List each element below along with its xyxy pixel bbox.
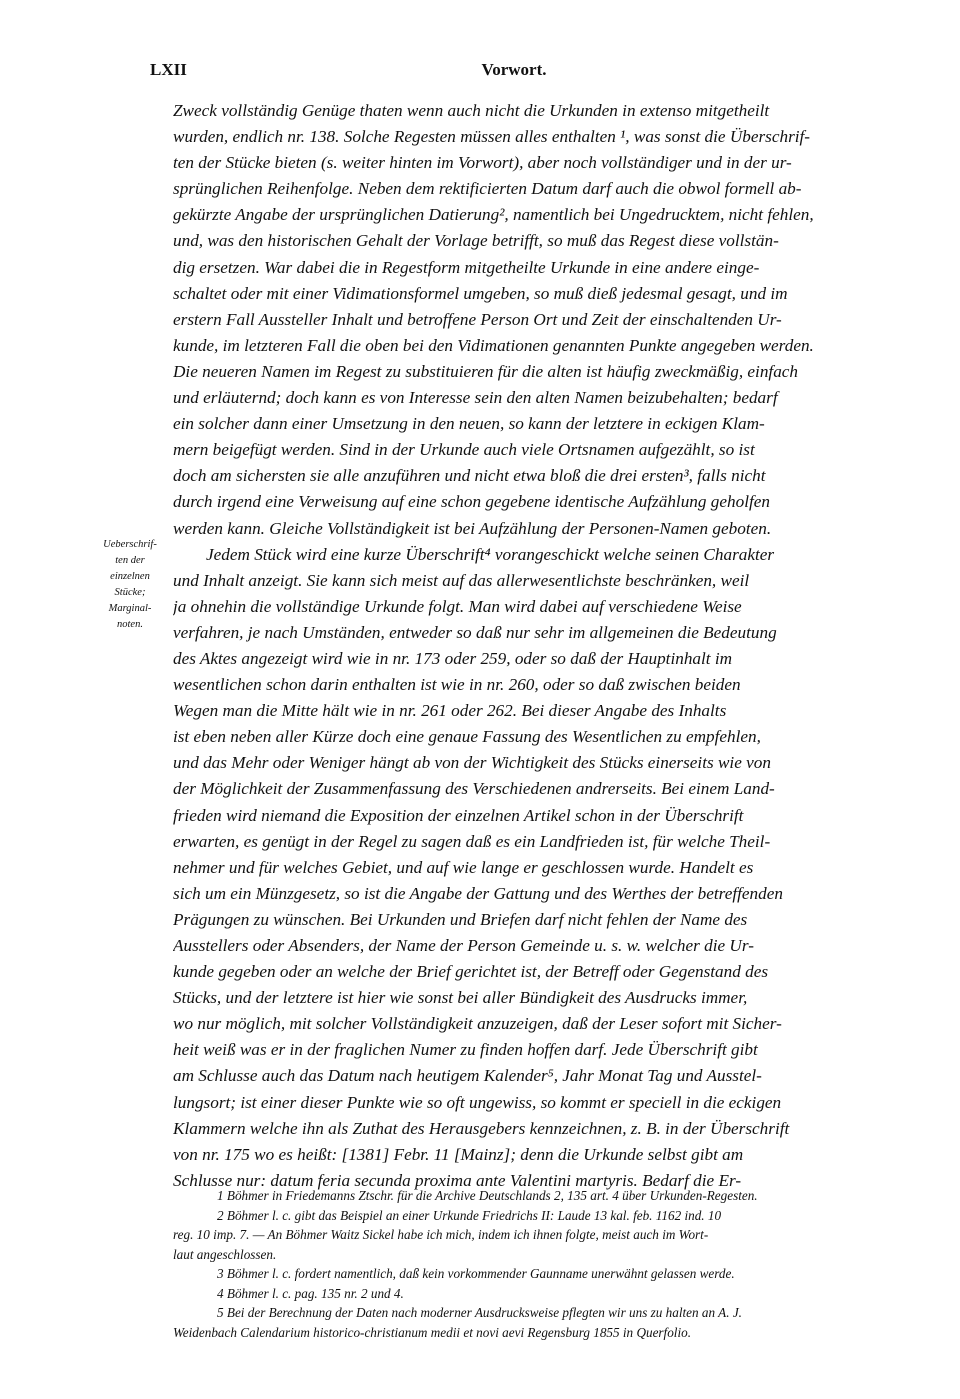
footnote-line: 3 Böhmer l. c. fordert namentlich, daß kein vorkommender Gaunname unerwähnt gelassen werde. <box>217 1266 735 1281</box>
body-line: ist eben neben aller Kürze doch eine genaue Fassung des Wesentlichen zu empfehlen, <box>173 727 761 747</box>
page-header <box>150 60 878 84</box>
margin-note-line: Marginal- <box>108 603 152 614</box>
body-line: verfahren, je nach Umständen, entweder so daß nur sehr im allgemeinen die Bedeutung <box>173 622 777 642</box>
body-line: ein solcher dann einer Umsetzung in den neuen, so kann der letztere in eckigen Klam- <box>173 414 765 434</box>
body-line: des Aktes angezeigt wird wie in nr. 173 oder 259, oder so daß der Hauptinhalt im <box>173 648 733 668</box>
body-line: und Inhalt anzeigt. Sie kann sich meist auf das allerwesentlichste beschränken, weil <box>173 570 750 590</box>
footnote-line: Weidenbach Calendarium historico-christianum medii et novi aevi Regensburg 1855 in Querfolio. <box>173 1324 692 1340</box>
body-line: kunde gegeben oder an welche der Brief gerichtet ist, der Betreff oder Gegenstand des <box>173 962 769 982</box>
margin-note-line: einzelnen <box>110 571 150 582</box>
body-line: Stücks, und der letztere ist hier wie sonst bei aller Bündigkeit des Ausdrucks immer, <box>173 988 748 1008</box>
body-line: und erläuternd; doch kann es von Interesse sein den alten Namen beizubehalten; bedarf <box>173 388 778 408</box>
body-line: sich um ein Münzgesetz, so ist die Angabe der Gattung und des Werthes der betreffenden <box>173 883 783 903</box>
body-line: und das Mehr oder Weniger hängt ab von der Wichtigkeit des Stücks einerseits wie von <box>173 753 771 773</box>
body-line: doch am sichersten sie alle anzuführen und nicht etwa bloß die drei ersten³, falls nicht <box>173 466 766 486</box>
margin-note <box>94 537 166 633</box>
running-title: Vorwort. <box>481 60 547 79</box>
body-line: Wegen man die Mitte hält wie in nr. 261 oder 262. Bei dieser Angabe des Inhalts <box>173 701 727 721</box>
margin-note-line: noten. <box>117 619 143 630</box>
body-text <box>173 98 878 1194</box>
body-line: Die neueren Namen im Regest zu substituieren für die alten ist häufig zweckmäßig, einfach <box>173 361 799 381</box>
body-line: nehmer und für welches Gebiet, und auf wie lange er geschlossen wurde. Handelt es <box>173 857 754 877</box>
body-line: Zweck vollständig Genüge thaten wenn auch nicht die Urkunden in extenso mitgetheilt <box>173 101 770 120</box>
margin-note-line: Stücke; <box>114 587 146 598</box>
page-number: LXII <box>150 60 187 79</box>
body-line: Ausstellers oder Absenders, der Name der Person Gemeinde u. s. w. welcher die Ur- <box>173 936 754 955</box>
body-line: kunde, im letzteren Fall die oben bei den Vidimationen genannten Punkte angegeben werden. <box>173 335 814 355</box>
body-line: der Möglichkeit der Zusammenfassung des Verschiedenen andrerseits. Bei einem Land- <box>173 779 775 799</box>
footnote-line: 5 Bei der Berechnung der Daten nach moderner Ausdrucksweise pflegten wir uns zu halten an A. J. <box>217 1305 742 1320</box>
footnote-line: reg. 10 imp. 7. — An Böhmer Waitz Sickel habe ich mich, indem ich ihnen folgte, meist auch im Wort- <box>173 1227 709 1242</box>
body-line: Klammern welche ihn als Zuthat des Herausgebers kennzeichnen, z. B. in der Überschrift <box>173 1118 790 1138</box>
footnote-line: 1 Böhmer in Friedemanns Ztschr. für die Archive Deutschlands 2, 135 art. 4 über Urkunden-Regesten. <box>217 1188 758 1203</box>
body-line: lungsort; ist einer dieser Punkte wie so oft ungewiss, so kommt er speciell in die eckigen <box>173 1092 782 1112</box>
footnote-line: 4 Böhmer l. c. pag. 135 nr. 2 und 4. <box>217 1285 404 1301</box>
body-line: am Schlusse auch das Datum nach heutigem Kalender⁵, Jahr Monat Tag und Ausstel- <box>173 1066 762 1086</box>
body-line: dig ersetzen. War dabei die in Regestform mitgetheilte Urkunde in eine andere einge- <box>173 257 760 277</box>
body-line: wo nur möglich, mit solcher Vollständigkeit anzuzeigen, daß der Leser sofort mit Sicher- <box>173 1014 782 1034</box>
body-line: erwarten, es genügt in der Regel zu sagen daß es ein Landfrieden ist, für welche Theil- <box>173 831 771 851</box>
margin-note-line: ten der <box>115 555 145 566</box>
body-line: Schlusse nur: datum feria secunda proxima ante Valentini martyris. Bedarf die Er- <box>173 1170 742 1190</box>
body-line: frieden wird niemand die Exposition der einzelnen Artikel schon in der Überschrift <box>173 805 744 825</box>
body-line: wesentlichen schon darin enthalten ist wie in nr. 260, oder so daß zwischen beiden <box>173 675 741 695</box>
body-line: werden kann. Gleiche Vollständigkeit ist bei Aufzählung der Personen-Namen geboten. <box>173 518 772 538</box>
body-line: schaltet oder mit einer Vidimationsformel umgeben, so muß dieß jedesmal gesagt, und im <box>173 283 788 303</box>
body-line: ja ohnehin die vollständige Urkunde folgt. Man wird dabei auf verschiedene Weise <box>173 596 742 616</box>
body-line: durch irgend eine Verweisung auf eine schon gegebene identische Aufzählung geholfen <box>173 492 770 512</box>
footnote-line: laut angeschlossen. <box>173 1246 277 1262</box>
footnote-line: 2 Böhmer l. c. gibt das Beispiel an einer Urkunde Friedrichs II: Laude 13 kal. feb. 1162 ind. 10 <box>217 1207 722 1223</box>
body-line: sprünglichen Reihenfolge. Neben dem rektificierten Datum darf auch die obwol formell ab- <box>173 179 802 199</box>
body-line: Jedem Stück wird eine kurze Überschrift⁴ vorangeschickt welche seinen Charakter <box>206 544 775 564</box>
body-line: gekürzte Angabe der ursprünglichen Datierung², namentlich bei Ungedrucktem, nicht fehlen, <box>173 205 814 225</box>
margin-note-line: Ueberschrif- <box>103 539 157 550</box>
body-line: ten der Stücke bieten (s. weiter hinten im Vorwort), aber noch vollständiger und in der ur- <box>173 153 792 173</box>
body-line: wurden, endlich nr. 138. Solche Regesten müssen alles enthalten ¹, was sonst die Überschrif- <box>173 127 811 147</box>
body-line: Prägungen zu wünschen. Bei Urkunden und Briefen darf nicht fehlen der Name des <box>173 909 748 929</box>
footnotes <box>173 1186 878 1342</box>
body-line: erstern Fall Aussteller Inhalt und betroffene Person Ort und Zeit der einschaltenden Ur- <box>173 309 782 329</box>
body-line: heit weiß was er in der fraglichen Numer zu finden hoffen darf. Jede Überschrift gibt <box>173 1040 758 1060</box>
body-line: von nr. 175 wo es heißt: [1381] Febr. 11 [Mainz]; denn die Urkunde selbst gibt am <box>173 1144 744 1164</box>
body-line: mern beigefügt werden. Sind in der Urkunde auch viele Ortsnamen aufgezählt, so ist <box>173 440 755 460</box>
body-line: und, was den historischen Gehalt der Vorlage betrifft, so muß das Regest diese vollstän- <box>173 231 779 251</box>
